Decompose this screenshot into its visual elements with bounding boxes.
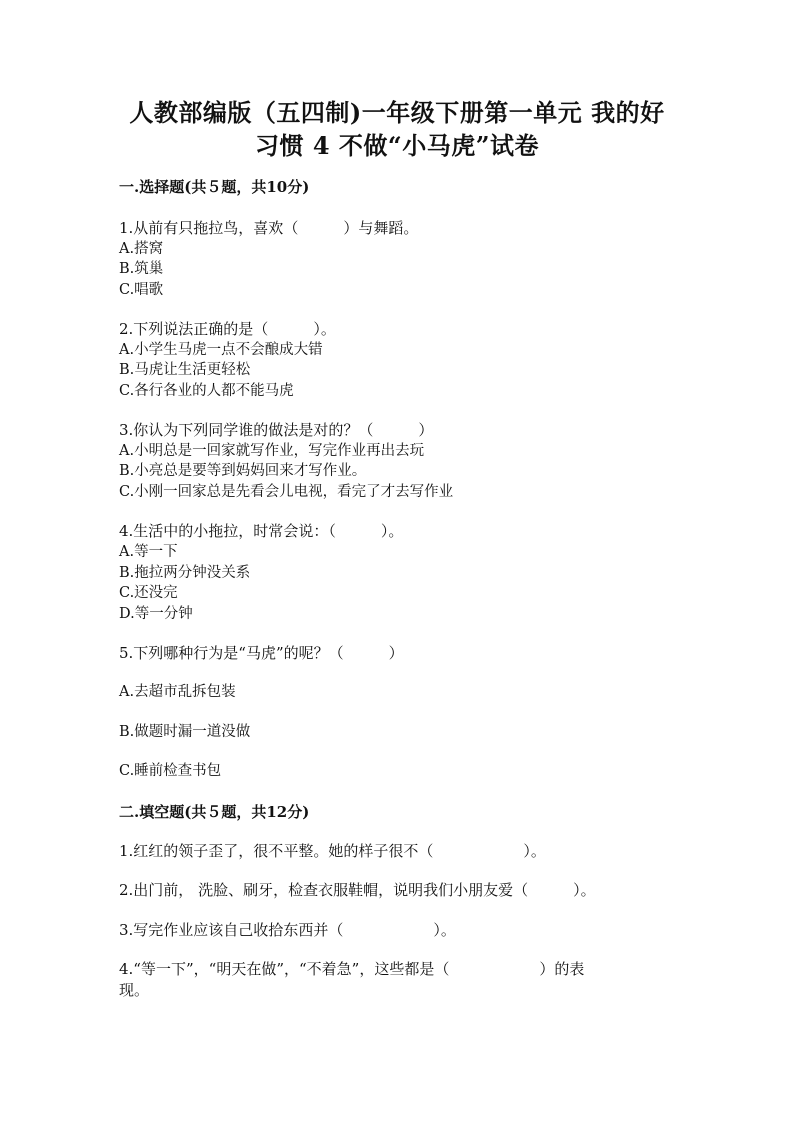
section-heading-fill-blank: 二.填空题(共５题，共12分) <box>119 803 310 821</box>
question-stem: 3.你认为下列同学谁的做法是对的？（ ） <box>119 421 434 439</box>
question-stem: 1.从前有只拖拉鸟，喜欢（ ）与舞蹈。 <box>119 219 419 237</box>
fill-blank-question: 2.出门前， 洗脸、刷牙，检查衣服鞋帽，说明我们小朋友爱（ ）。 <box>119 881 596 899</box>
question-stem: 4.生活中的小拖拉，时常会说：（ ）。 <box>119 522 404 540</box>
fill-blank-question: 3.写完作业应该自己收拾东西并（ ）。 <box>119 921 456 939</box>
question-option: D.等一分钟 <box>119 606 193 622</box>
question-option: B.做题时漏一道没做 <box>119 724 251 740</box>
question-stem: 5.下列哪种行为是“马虎”的呢？（ ） <box>119 644 404 662</box>
question-option: A.小明总是一回家就写作业，写完作业再出去玩 <box>119 443 425 459</box>
question-option: A.搭窝 <box>119 241 164 257</box>
question-option: C.还没完 <box>119 585 178 601</box>
question-option: A.等一下 <box>119 544 178 560</box>
document-title-line2: 习惯 4 不做“小马虎”试卷 <box>254 131 540 160</box>
question-option: B.拖拉两分钟没关系 <box>119 565 251 581</box>
fill-blank-question-continued: 现。 <box>119 981 150 999</box>
fill-blank-question: 1.红红的领子歪了，很不平整。她的样子很不（ ）。 <box>119 842 546 860</box>
question-option: A.小学生马虎一点不会酿成大错 <box>119 342 323 358</box>
question-option: C.各行各业的人都不能马虎 <box>119 383 294 399</box>
question-option: B.马虎让生活更轻松 <box>119 362 251 378</box>
fill-blank-question: 4.“等一下”，“明天在做”，“不着急”，这些都是（ ）的表 <box>119 960 585 978</box>
question-stem: 2.下列说法正确的是（ ）。 <box>119 320 336 338</box>
question-option: B.筑巢 <box>119 261 164 277</box>
question-option: C.唱歌 <box>119 282 164 298</box>
question-option: C.小刚一回家总是先看会儿电视，看完了才去写作业 <box>119 484 454 500</box>
question-option: A.去超市乱拆包装 <box>119 684 236 700</box>
document-title-line1: 人教部编版（五四制)一年级下册第一单元 我的好 <box>129 98 665 127</box>
question-option: B.小亮总是要等到妈妈回来才写作业。 <box>119 463 367 479</box>
section-heading-choice: 一.选择题(共５题，共10分) <box>119 178 310 196</box>
question-option: C.睡前检查书包 <box>119 763 222 779</box>
